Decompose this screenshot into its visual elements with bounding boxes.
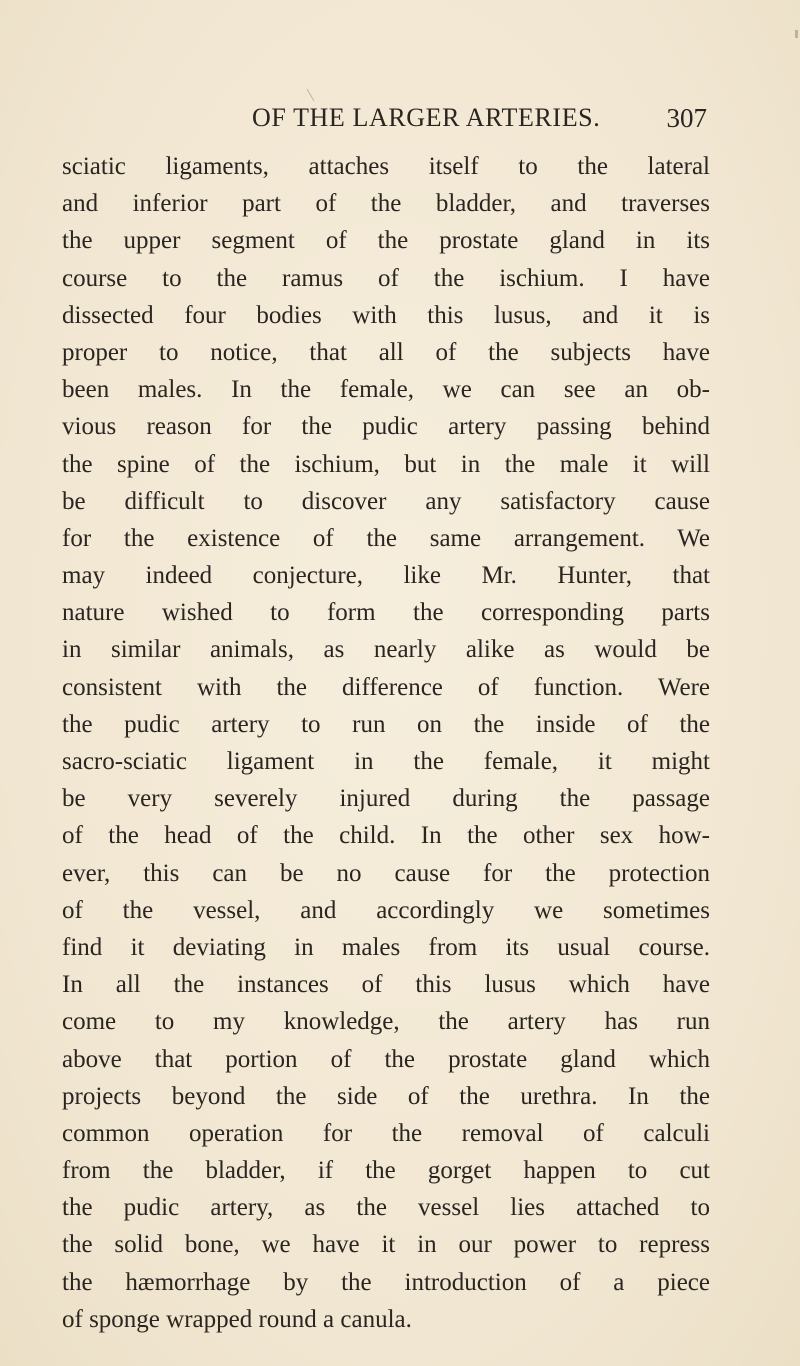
text-line: common operation for the removal of calculi: [62, 1119, 710, 1147]
text-line: find it deviating in males from its usual course.: [62, 933, 710, 961]
text-line: sacro-sciatic ligament in the female, it might: [62, 748, 710, 775]
text-line: above that portion of the prostate gland which: [62, 1045, 710, 1073]
page-number: 307: [666, 103, 707, 133]
text-line: the pudic artery to run on the inside of the: [62, 710, 710, 738]
text-line: proper to notice, that all of the subjects have: [62, 338, 710, 366]
text-line: of sponge wrapped round a canula.: [62, 1305, 412, 1333]
text-line: In all the instances of this lusus which have: [62, 971, 710, 999]
text-line: been males. In the female, we can see an ob-: [62, 376, 710, 404]
text-line: and inferior part of the bladder, and traverses: [62, 190, 710, 218]
text-line: ever, this can be no cause for the protection: [62, 859, 710, 887]
text-line: projects beyond the side of the urethra. In the: [62, 1082, 710, 1110]
text-line: course to the ramus of the ischium. I have: [62, 264, 710, 292]
running-head: OF THE LARGER ARTERIES.: [252, 103, 601, 132]
text-line: consistent with the difference of function. Were: [62, 673, 710, 701]
text-line: for the existence of the same arrangement. We: [62, 524, 710, 552]
text-line: come to my knowledge, the artery has run: [62, 1008, 710, 1036]
text-line: the hæmorrhage by the introduction of a piece: [62, 1268, 710, 1296]
text-line: dissected four bodies with this lusus, and it is: [62, 301, 710, 329]
text-line: the solid bone, we have it in our power to repress: [62, 1231, 710, 1259]
text-line: the pudic artery, as the vessel lies attached to: [62, 1194, 710, 1222]
scan-mark: [307, 89, 315, 102]
text-line: of the head of the child. In the other sex how-: [62, 822, 710, 850]
text-line: be very severely injured during the passage: [62, 785, 710, 813]
text-line: from the bladder, if the gorget happen to cut: [62, 1157, 710, 1185]
text-line: in similar animals, as nearly alike as would be: [62, 636, 710, 664]
text-line: the spine of the ischium, but in the male it will: [62, 450, 710, 478]
body-text: [62, 148, 710, 1338]
text-line: nature wished to form the corresponding parts: [62, 599, 710, 627]
scan-mark: [795, 30, 798, 38]
text-line: of the vessel, and accordingly we sometimes: [62, 896, 710, 924]
text-line: the upper segment of the prostate gland in its: [62, 227, 710, 255]
text-line: be difficult to discover any satisfactory cause: [62, 487, 710, 515]
page-header: [252, 103, 707, 137]
text-line: may indeed conjecture, like Mr. Hunter, that: [62, 562, 710, 590]
text-line: vious reason for the pudic artery passing behind: [62, 413, 710, 441]
text-line: sciatic ligaments, attaches itself to the lateral: [62, 153, 710, 180]
